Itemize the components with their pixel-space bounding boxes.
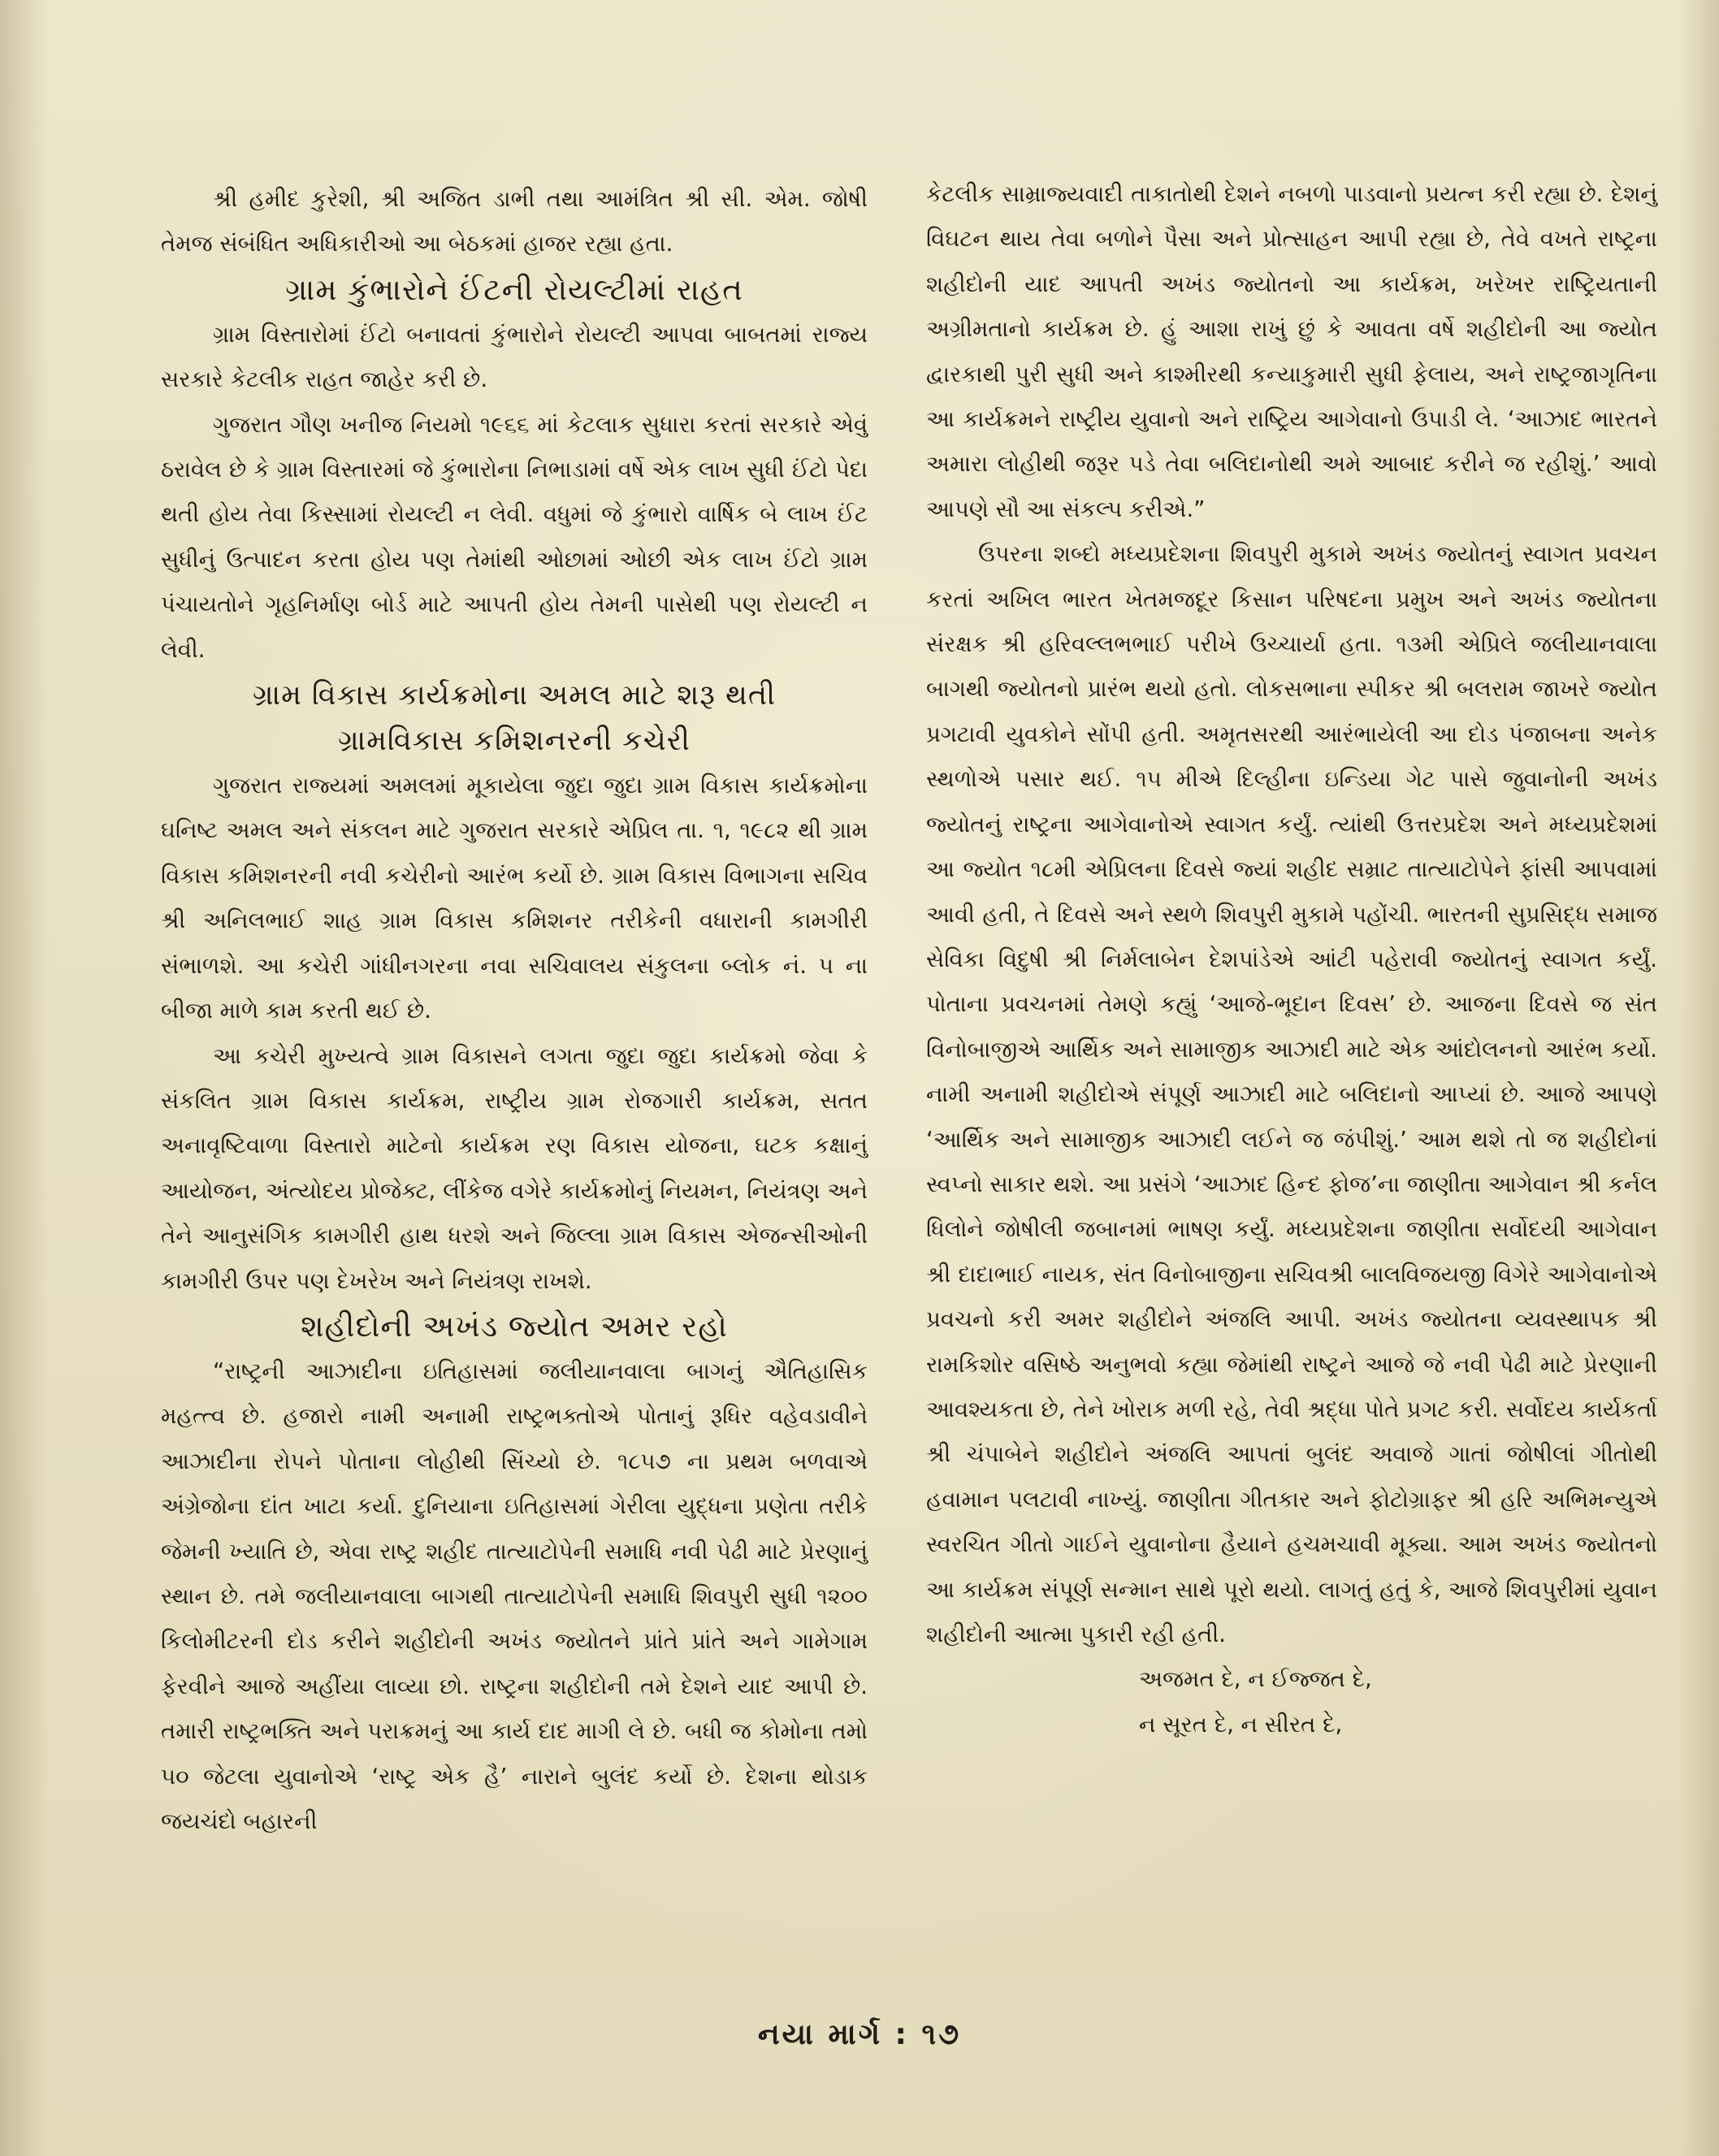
- section-heading-rural-development-line-2: ગ્રામવિકાસ કમિશનરની કચેરી: [338, 725, 691, 758]
- section-heading-rural-development-line-1: ગ્રામ વિકાસ કાર્યક્રમોના અમલ માટે શરૂ થતી: [252, 679, 777, 712]
- right-column: [926, 172, 1657, 1747]
- section-heading-potters-royalty: ગ્રામ કુંભારોને ઈંટની રોયલ્ટીમાં રાહત: [285, 271, 743, 307]
- article-paragraph: ગ્રામ વિસ્તારોમાં ઈંટો બનાવતાં કુંભારોને રોયલ્ટી આપવા બાબતમાં રાજ્ય સરકારે કેટલીક રાહત જાહેર કરી છે.: [161, 321, 868, 393]
- article-paragraph: શ્રી હમીદ કુરેશી, શ્રી અજિત ડાભી તથા આમંત્રિત શ્રી સી. એમ. જોષી તેમજ સંબંધિત અધિકારીઓ આ બેઠકમાં હાજર રહ્યા હતા.: [161, 186, 868, 258]
- page-footer: નયા માર્ગ : ૧૭: [757, 2018, 962, 2051]
- verse-line: ન સૂરત દે, ન સીરત દે,: [1139, 1711, 1343, 1738]
- article-paragraph: ગુજરાત રાજ્યમાં અમલમાં મૂકાયેલા જુદા જુદા ગ્રામ વિકાસ કાર્યક્રમોના ઘનિષ્ટ અમલ અને સંકલન માટે ગુજરાત સરકારે એપ્રિલ તા. ૧, ૧૯૮૨ થી ગ્રામ વિકાસ કમિશનરની નવી કચેરીનો આરંભ કર્યો છે. ગ્રામ વિકાસ વિભાગના સચિવ શ્રી અનિલભાઈ શાહ ગ્રામ વિકાસ કમિશનર તરીકેની વધારાની કામગીરી સંભાળશે. આ કચેરી ગાંધીનગરના નવા સચિવાલય સંકુલના બ્લોક નં. ૫ ના બીજા માળે કામ કરતી થઈ છે.: [161, 773, 868, 1024]
- verse-line: અજમત દે, ન ઈજ્જત દે,: [1139, 1666, 1372, 1693]
- article-paragraph: ગુજરાત ગૌણ ખનીજ નિયમો ૧૯૬૬ માં કેટલાક સુધારા કરતાં સરકારે એવું ઠરાવેલ છે કે ગ્રામ વિસ્તારમાં જે કુંભારોના નિભાડામાં વર્ષે એક લાખ સુધી ઈંટો પેદા થતી હોય તેવા કિસ્સામાં રોયલ્ટી ન લેવી. વધુમાં જે કુંભારો વાર્ષિક બે લાખ ઈંટ સુધીનું ઉત્પાદન કરતા હોય પણ તેમાંથી ઓછામાં ઓછી એક લાખ ઈંટો ગ્રામ પંચાયતોને ગૃહનિર્માણ બોર્ડ માટે આપતી હોય તેમની પાસેથી પણ રોયલ્ટી ન લેવી.: [161, 411, 868, 663]
- article-paragraph: “રાષ્ટ્રની આઝાદીના ઇતિહાસમાં જલીયાનવાલા બાગનું ઐતિહાસિક મહત્ત્વ છે. હજારો નામી અનામી રાષ્ટ્રભક્તોએ પોતાનું રૂધિર વહેવડાવીને આઝાદીના રોપને પોતાના લોહીથી સિંચ્યો છે. ૧૮૫૭ ના પ્રથમ બળવાએ અંગ્રેજોના દાંત ખાટા કર્યા. દુનિયાના ઇતિહાસમાં ગેરીલા યુદ્ધના પ્રણેતા તરીકે જેમની ખ્યાતિ છે, એવા રાષ્ટ્ર શહીદ તાત્યાટોપેની સમાધિ નવી પેઢી માટે પ્રેરણાનું સ્થાન છે. તમે જલીયાનવાલા બાગથી તાત્યાટોપેની સમાધિ શિવપુરી સુધી ૧૨૦૦ કિલોમીટરની દોડ કરીને શહીદોની અખંડ જ્યોતને પ્રાંતે પ્રાંતે અને ગામેગામ ફેરવીને આજે અહીંયા લાવ્યા છો. રાષ્ટ્રના શહીદોની તમે દેશને યાદ આપી છે. તમારી રાષ્ટ્રભક્તિ અને પરાક્રમનું આ કાર્ય દાદ માગી લે છે. બધી જ કોમોના તમો ૫૦ જેટલા યુવાનોએ ‘રાષ્ટ્ર એક હૈ’ નારાને બુલંદ કર્યો છે. દેશના થોડાક જયચંદો બહારની: [161, 1357, 868, 1834]
- article-paragraph: આ કચેરી મુખ્યત્વે ગ્રામ વિકાસને લગતા જુદા જુદા કાર્યક્રમો જેવા કે સંકલિત ગ્રામ વિકાસ કાર્યક્રમ, રાષ્ટ્રીય ગ્રામ રોજગારી કાર્યક્રમ, સતત અનાવૃષ્ટિવાળા વિસ્તારો માટેનો કાર્યક્રમ રણ વિકાસ યોજના, ઘટક કક્ષાનું આયોજન, અંત્યોદય પ્રોજેક્ટ, લીંકેજ વગેરે કાર્યક્રમોનું નિયમન, નિયંત્રણ અને તેને આનુસંગિક કામગીરી હાથ ધરશે અને જિલ્લા ગ્રામ વિકાસ એજન્સીઓની કામગીરી ઉપર પણ દેખરેખ અને નિયંત્રણ રાખશે.: [161, 1042, 868, 1294]
- left-column: [161, 177, 868, 1844]
- section-heading-martyrs-flame: શહીદોની અખંડ જ્યોત અમર રહો: [301, 1308, 728, 1344]
- article-paragraph: કેટલીક સામ્રાજ્યવાદી તાકાતોથી દેશને નબળો પાડવાનો પ્રયત્ન કરી રહ્યા છે. દેશનું વિઘટન થાય તેવા બળોને પૈસા અને પ્રોત્સાહન આપી રહ્યા છે, તેવે વખતે રાષ્ટ્રના શહીદોની યાદ આપતી અખંડ જ્યોતનો આ કાર્યક્રમ, ખરેખર રાષ્ટ્રિયતાની અગ્રીમતાનો કાર્યક્રમ છે. હું આશા રાખું છું કે આવતા વર્ષે શહીદોની આ જ્યોત દ્વારકાથી પુરી સુધી અને કાશ્મીરથી કન્યાકુમારી સુધી ફેલાય, અને રાષ્ટ્રજાગૃતિના આ કાર્યક્રમને રાષ્ટ્રીય યુવાનો અને રાષ્ટ્રિય આગેવાનો ઉપાડી લે. ‘આઝાદ ભારતને અમારા લોહીથી જરૂર પડે તેવા બલિદાનોથી અમે આબાદ કરીને જ રહીશું.’ આવો આપણે સૌ આ સંકલ્પ કરીએ.”: [926, 181, 1657, 522]
- article-paragraph: ઉપરના શબ્દો મધ્યપ્રદેશના શિવપુરી મુકામે અખંડ જ્યોતનું સ્વાગત પ્રવચન કરતાં અખિલ ભારત ખેતમજદૂર કિસાન પરિષદના પ્રમુખ અને અખંડ જ્યોતના સંરક્ષક શ્રી હરિવલ્લભભાઈ પરીખે ઉચ્ચાર્યા હતા. ૧૩મી એપ્રિલે જલીયાનવાલા બાગથી જ્યોતનો પ્રારંભ થયો હતો. લોકસભાના સ્પીકર શ્રી બલરામ જાખરે જ્યોત પ્રગટાવી યુવકોને સોંપી હતી. અમૃતસરથી આરંભાયેલી આ દોડ પંજાબના અનેક સ્થળોએ પસાર થઈ. ૧૫ મીએ દિલ્હીના ઇન્ડિયા ગેટ પાસે જુવાનોની અખંડ જ્યોતનું રાષ્ટ્રના આગેવાનોએ સ્વાગત કર્યું. ત્યાંથી ઉત્તરપ્રદેશ અને મધ્યપ્રદેશમાં આ જ્યોત ૧૮મી એપ્રિલના દિવસે જ્યાં શહીદ સમ્રાટ તાત્યાટોપેને ફાંસી આપવામાં આવી હતી, તે દિવસે અને સ્થળે શિવપુરી મુકામે પહોંચી. ભારતની સુપ્રસિદ્ધ સમાજ સેવિકા વિદુષી શ્રી નિર્મલાબેન દેશપાંડેએ આંટી પહેરાવી જ્યોતનું સ્વાગત કર્યું. પોતાના પ્રવચનમાં તેમણે કહ્યું ‘આજે-ભૂદાન દિવસ’ છે. આજના દિવસે જ સંત વિનોબાજીએ આર્થિક અને સામાજીક આઝાદી માટે એક આંદોલનનો આરંભ કર્યો. નામી અનામી શહીદોએ સંપૂર્ણ આઝાદી માટે બલિદાનો આપ્યાં છે. આજે આપણે ‘આર્થિક અને સામાજીક આઝાદી લઈને જ જંપીશું.’ આમ થશે તો જ શહીદોનાં સ્વપ્નો સાકાર થશે. આ પ્રસંગે ‘આઝાદ હિન્દ ફોજ’ના જાણીતા આગેવાન શ્રી કર્નલ ધિલોને જોષીલી જબાનમાં ભાષણ કર્યું. મધ્યપ્રદેશના જાણીતા સર્વોદયી આગેવાન શ્રી દાદાભાઈ નાયક, સંત વિનોબાજીના સચિવશ્રી બાલવિજયજી વિગેરે આગેવાનોએ પ્રવચનો કરી અમર શહીદોને અંજલિ આપી. અખંડ જ્યોતના વ્યવસ્થાપક શ્રી રામકિશોર વસિષ્ઠે અનુભવો કહ્યા જેમાંથી રાષ્ટ્રને આજે જે નવી પેઢી માટે પ્રેરણાની આવશ્યકતા છે, તેને ખોરાક મળી રહે, તેવી શ્રદ્ધા પોતે પ્રગટ કરી. સર્વોદય કાર્યકર્તા શ્રી ચંપાબેને શહીદોને અંજલિ આપતાં બુલંદ અવાજે ગાતાં જોષીલાં ગીતોથી હવામાન પલટાવી નાખ્યું. જાણીતા ગીતકાર અને ફોટોગ્રાફર શ્રી હરિ અભિમન્યુએ સ્વરચિત ગીતો ગાઈને યુવાનોના હૈયાને હચમચાવી મૂક્યા. આમ અખંડ જ્યોતનો આ કાર્યક્રમ સંપૂર્ણ સન્માન સાથે પૂરો થયો. લાગતું હતું કે, આજે શિવપુરીમાં યુવાન શહીદોની આત્મા પુકારી રહી હતી.: [926, 541, 1657, 1647]
